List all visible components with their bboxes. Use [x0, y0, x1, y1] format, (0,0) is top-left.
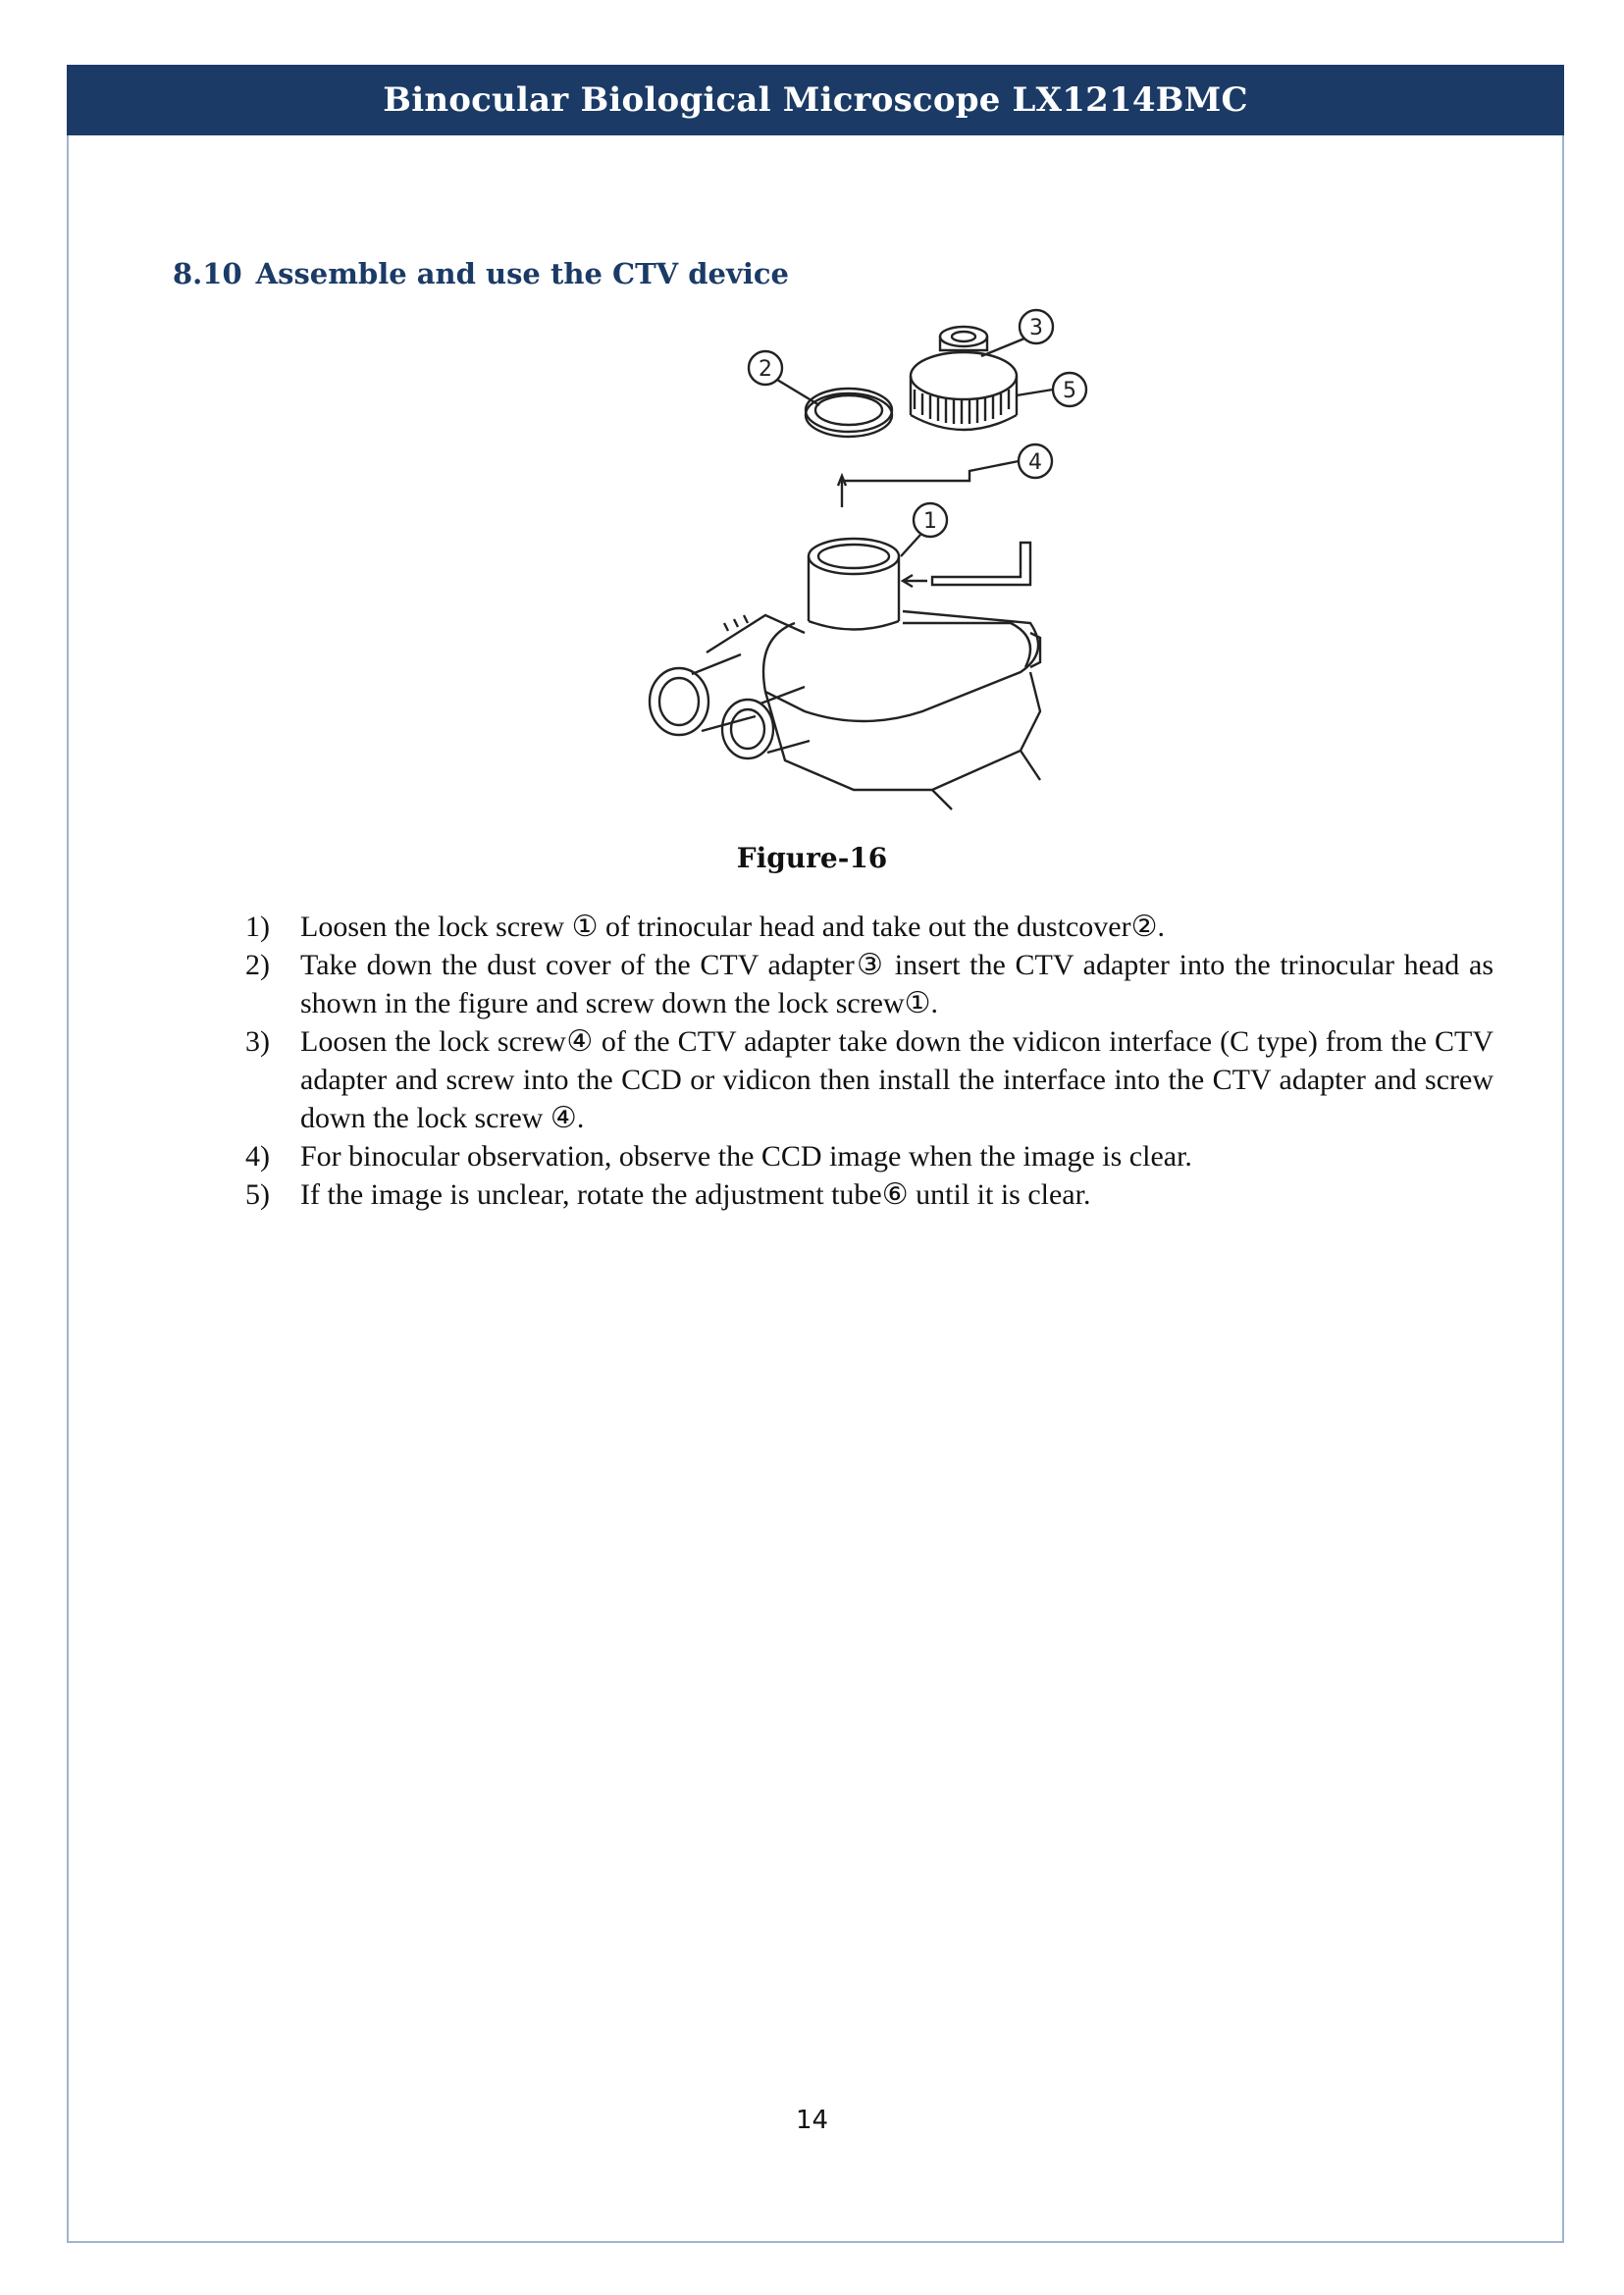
instruction-list	[245, 908, 1493, 1214]
dust-cover-drawing	[806, 389, 892, 437]
page-number: 14	[795, 2106, 829, 2135]
ctv-adapter-drawing	[911, 327, 1017, 430]
figure-caption: Figure-16	[736, 842, 888, 874]
step-number: 1)	[245, 911, 270, 943]
step-text: Loosen the lock screw ① of trinocular head and take out the dustcover②.	[300, 911, 1166, 943]
list-item	[245, 908, 1493, 946]
trinocular-head-drawing	[650, 539, 1040, 809]
step-number: 3)	[245, 1025, 270, 1058]
callout-number: 4	[1028, 450, 1042, 475]
section-number: 8.10	[173, 257, 242, 290]
hex-key-drawing	[903, 543, 1030, 587]
step-text: If the image is unclear, rotate the adjustment tube⑥ until it is clear.	[300, 1178, 1091, 1211]
list-item	[245, 1022, 1493, 1137]
microscope-illustration	[608, 299, 1119, 814]
callout-number: 3	[1029, 316, 1043, 340]
callout-number: 2	[759, 357, 772, 382]
step-number: 5)	[245, 1178, 270, 1211]
ctv-device-figure	[608, 299, 1119, 814]
step-text: Take down the dust cover of the CTV adapter③ insert the CTV adapter into the trinocular head as shown in the figure and screw down the lock screw①.	[300, 949, 1493, 1019]
list-item	[245, 1137, 1493, 1175]
section-title: Assemble and use the CTV device	[255, 257, 789, 290]
section-heading	[173, 257, 803, 290]
step-number: 2)	[245, 949, 270, 981]
step-text: For binocular observation, observe the CCD image when the image is clear.	[300, 1140, 1192, 1173]
header-bar	[67, 65, 1564, 135]
callout-4	[844, 444, 1052, 481]
document-title: Binocular Biological Microscope LX1214BMC	[383, 80, 1248, 120]
list-item	[245, 946, 1493, 1022]
step-number: 4)	[245, 1140, 270, 1173]
insertion-arrows	[838, 476, 846, 507]
list-item	[245, 1175, 1493, 1214]
step-text: Loosen the lock screw④ of the CTV adapter take down the vidicon interface (C type) from the CTV adapter and screw into the CCD or vidicon then install the interface into the CTV adapter and screw down the lock screw ④.	[300, 1025, 1493, 1134]
callout-number: 5	[1063, 379, 1076, 403]
callout-number: 1	[923, 509, 937, 534]
